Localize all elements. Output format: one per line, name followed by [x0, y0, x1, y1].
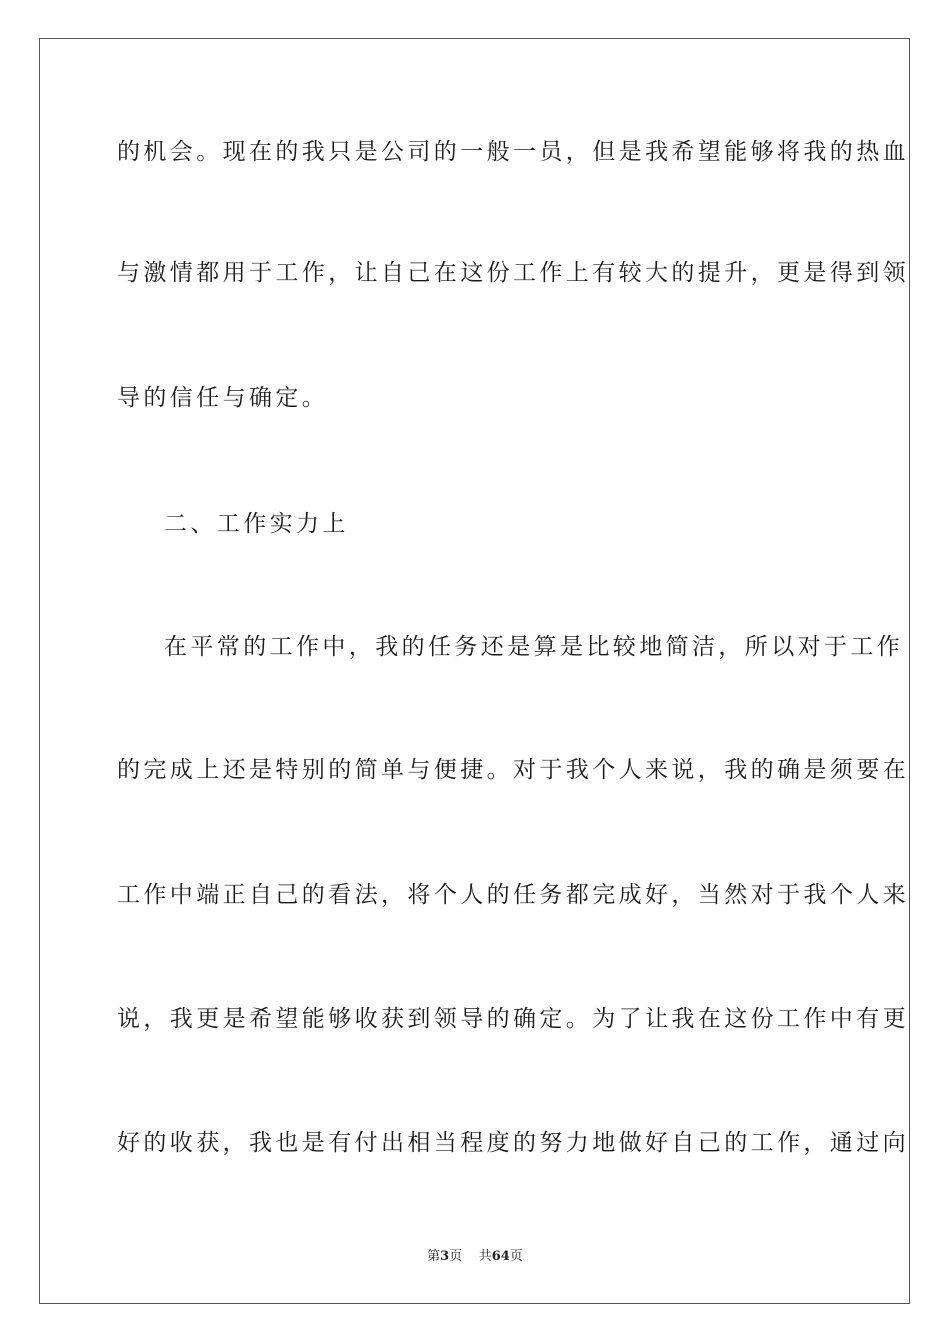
body-line: 导的信任与确定。: [117, 385, 329, 411]
total-suffix: 页: [509, 1249, 523, 1264]
page-footer: [0, 1248, 950, 1266]
section-heading: 二、工作实力上: [164, 511, 349, 537]
total-prefix: 共: [478, 1249, 492, 1264]
body-line: 的机会。现在的我只是公司的一般一员，但是我希望能够将我的热血: [117, 139, 909, 165]
body-line: 的完成上还是特别的简单与便捷。对于我个人来说，我的确是须要在: [117, 757, 909, 783]
page-border: [39, 38, 910, 1304]
page-suffix: 页: [449, 1249, 463, 1264]
page-number: 3: [440, 1249, 450, 1264]
total-pages: 64: [491, 1249, 510, 1264]
body-line: 好的收获，我也是有付出相当程度的努力地做好自己的工作，通过向: [117, 1130, 909, 1156]
body-line: 说，我更是希望能够收获到领导的确定。为了让我在这份工作中有更: [117, 1006, 909, 1032]
body-line: 与激情都用于工作，让自己在这份工作上有较大的提升，更是得到领: [117, 260, 909, 286]
page-prefix: 第: [427, 1249, 441, 1264]
body-line: 在平常的工作中，我的任务还是算是比较地简洁，所以对于工作: [164, 634, 904, 660]
body-line: 工作中端正自己的看法，将个人的任务都完成好，当然对于我个人来: [117, 882, 909, 908]
